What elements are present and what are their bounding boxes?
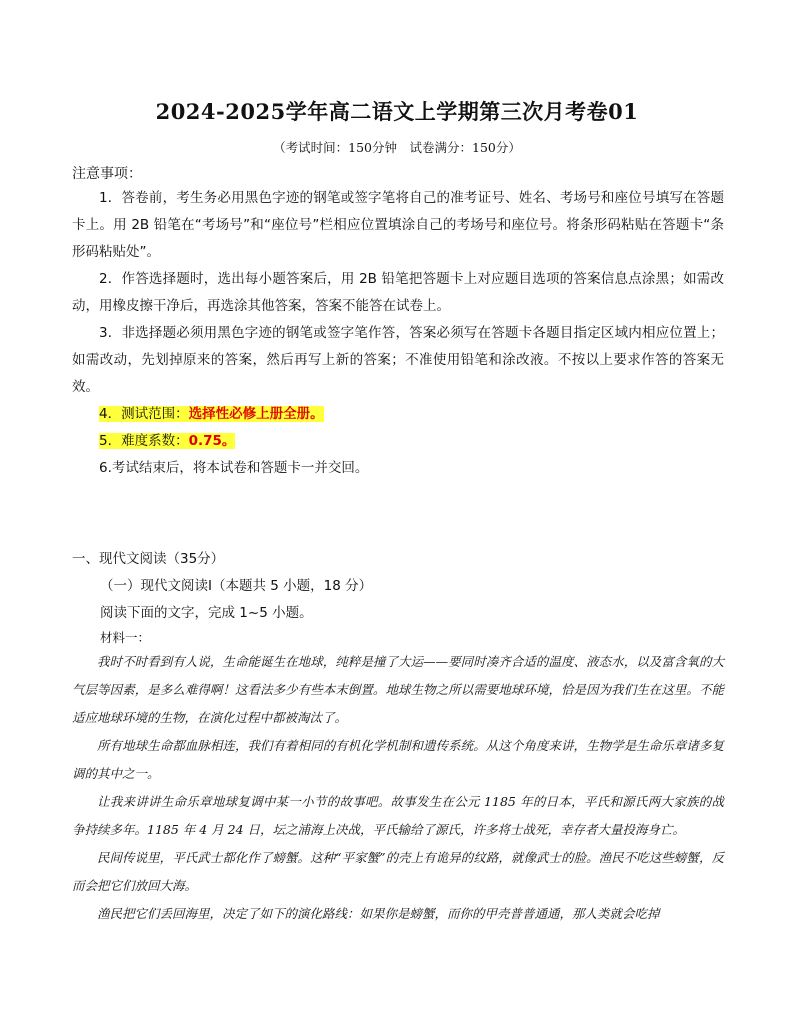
passage-paragraph-5: 渔民把它们丢回海里，决定了如下的演化路线：如果你是螃蟹，而你的甲壳普普通通，那人类就会吃掉 [97,906,660,921]
notice-item-4-label: 4．测试范围： [99,406,189,422]
reading-instruction: 阅读下面的文字，完成 1~5 小题。 [100,605,313,621]
notice-heading: 注意事项： [72,166,142,182]
notice-item-2: 2．作答选择题时，选出每小题答案后，用 2B 铅笔把答题卡上对应题目选项的答案信息点涂黑；如需改动，用橡皮擦干净后，再选涂其他答案，答案不能答在试卷上。 [72,271,724,314]
notice-item-5-label: 5．难度系数： [99,433,189,449]
notice-list [72,185,724,482]
notice-item-6: 6.考试结束后，将本试卷和答题卡一并交回。 [99,460,369,476]
passage-paragraph-3: 让我来讲讲生命乐章地球复调中某一小节的故事吧。故事发生在公元 1185 年的日本，平氏和源氏两大家族的战争持续多年。1185 年 4 月 24 日，坛之浦海上决战，平氏输给了源氏，许多将士战死，幸存者大量投海身亡。 [72,794,724,837]
notice-item-3: 3．非选择题必须用黑色字迹的钢笔或签字笔作答，答案必须写在答题卡各题目指定区域内相应位置上；如需改动，先划掉原来的答案，然后再写上新的答案；不准使用铅笔和涂改液。不按以上要求作答的答案无效。 [72,325,724,395]
subsection-heading: （一）现代文阅读Ⅰ（本题共 5 小题，18 分） [100,578,373,594]
notice-item-4 [72,401,724,428]
passage-paragraph-4: 民间传说里，平氏武士都化作了螃蟹。这种“平家蟹”的壳上有诡异的纹路，就像武士的脸。渔民不吃这些螃蟹，反而会把它们放回大海。 [72,850,724,893]
notice-item-1: 1．答卷前，考生务必用黑色字迹的钢笔或签字笔将自己的准考证号、姓名、考场号和座位号填写在答题卡上。用 2B 铅笔在“考场号”和“座位号”栏相应位置填涂自己的考场号和座位号。将条形码粘贴在答题卡“条形码粘贴处”。 [72,190,724,260]
page-title: 2024-2025学年高二语文上学期第三次月考卷01 [155,99,639,124]
notice-item-5-value: 0.75。 [188,433,236,449]
notice-item-4-value: 选择性必修上册全册。 [188,406,324,422]
reading-passage [72,648,724,928]
passage-paragraph-1: 我时不时看到有人说，生命能诞生在地球，纯粹是撞了大运——要同时凑齐合适的温度、液态水，以及富含氧的大气层等因素，是多么难得啊！这看法多少有些本末倒置。地球生物之所以需要地球环境，恰是因为我们生在这里。不能适应地球环境的生物，在演化过程中都被淘汰了。 [72,654,724,725]
material-label: 材料一： [100,630,151,645]
section-heading: 一、现代文阅读（35分） [72,551,225,567]
passage-paragraph-2: 所有地球生命都血脉相连，我们有着相同的有机化学机制和遗传系统。从这个角度来讲，生物学是生命乐章诸多复调的其中之一。 [72,738,724,781]
exam-info: （考试时间：150分钟 试卷满分：150分） [273,140,521,155]
notice-item-5 [72,428,724,455]
